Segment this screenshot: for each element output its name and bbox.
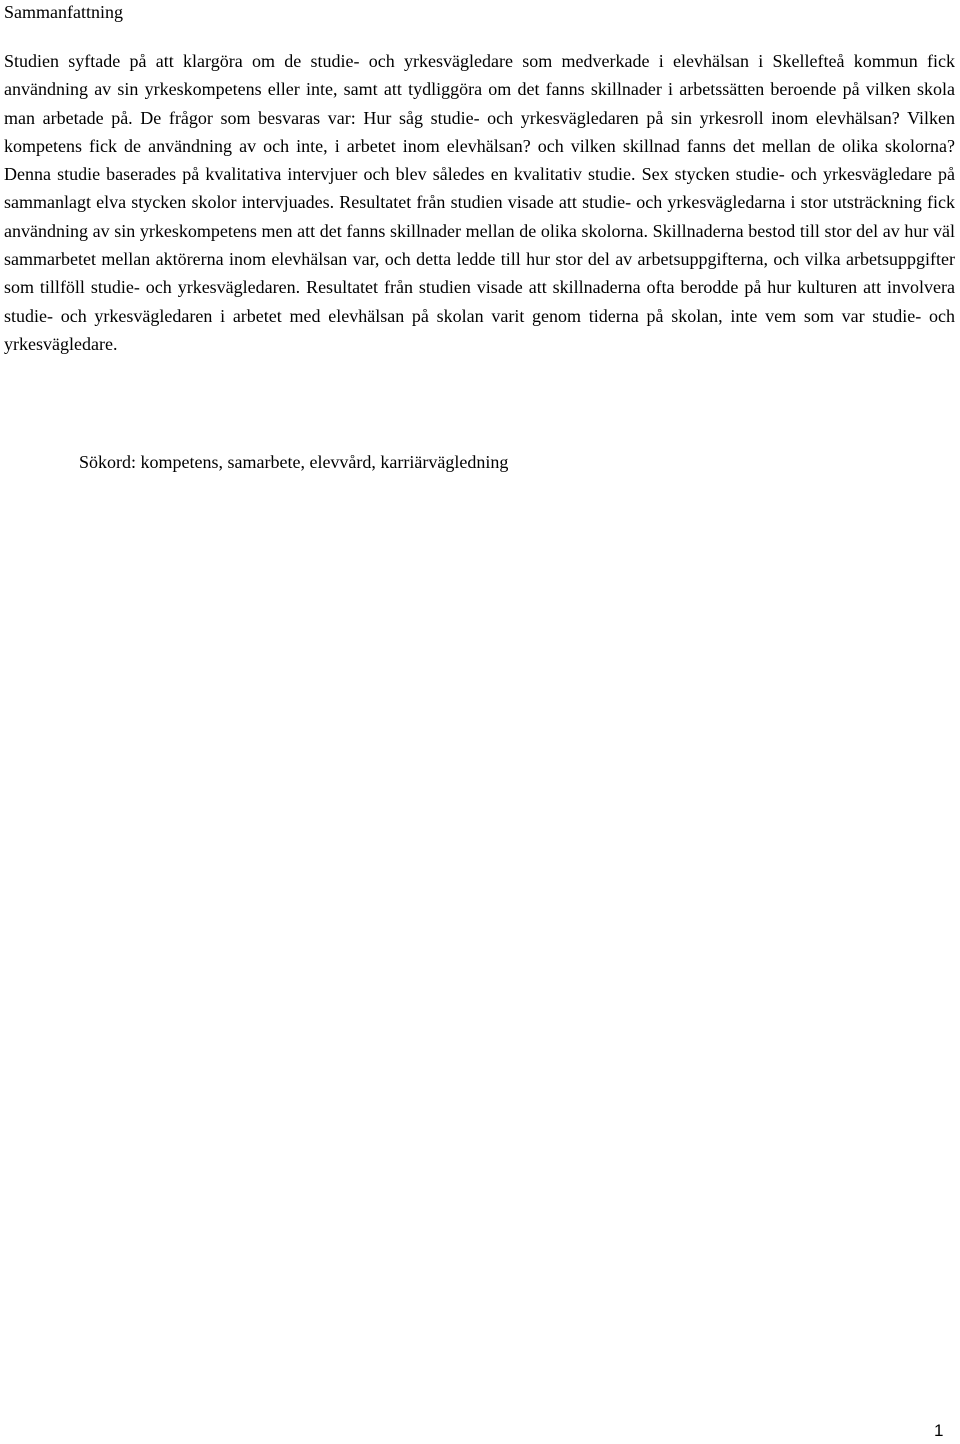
page-title: Sammanfattning xyxy=(4,2,123,22)
abstract-paragraph: Studien syftade på att klargöra om de studie- och yrkesvägledare som medverkade i elevhälsan i Skellefteå kommun fick användning av sin yrkeskompetens eller inte, samt att tydliggöra om det fanns skillnader i arbetssätten beroende på vilken skola man arbetade på. De frågor som besvaras var: Hur såg studie- och yrkesvägledaren på sin yrkesroll inom elevhälsan? Vilken kompetens fick de användning av och inte, i arbetet inom elevhälsan? och vilken skillnad fanns det mellan de olika skolorna? Denna studie baserades på kvalitativa intervjuer och blev således en kvalitativ studie. Sex stycken studie- och yrkesvägledare på sammanlagt elva stycken skolor intervjuades. Resultatet från studien visade att studie- och yrkesvägledarna i stor utsträckning fick användning av sin yrkeskompetens men att det fanns skillnader mellan de olika skolorna. Skillnaderna bestod till stor del av hur väl sammarbetet mellan aktörerna inom elevhälsan var, och detta ledde till hur stor del av arbetsuppgifterna, och vilka arbetsuppgifter som tillföll studie- och yrkesvägledaren. Resultatet från studien visade att skillnaderna ofta berodde på hur kulturen att involvera studie- och yrkesvägledaren i arbetet med elevhälsan på skolan varit genom tiderna på skolan, inte vem som var studie- och yrkesvägledare. xyxy=(4,51,955,354)
page-number: 1 xyxy=(934,1421,944,1440)
keywords-line: Sökord: kompetens, samarbete, elevvård, karriärvägledning xyxy=(79,452,509,472)
